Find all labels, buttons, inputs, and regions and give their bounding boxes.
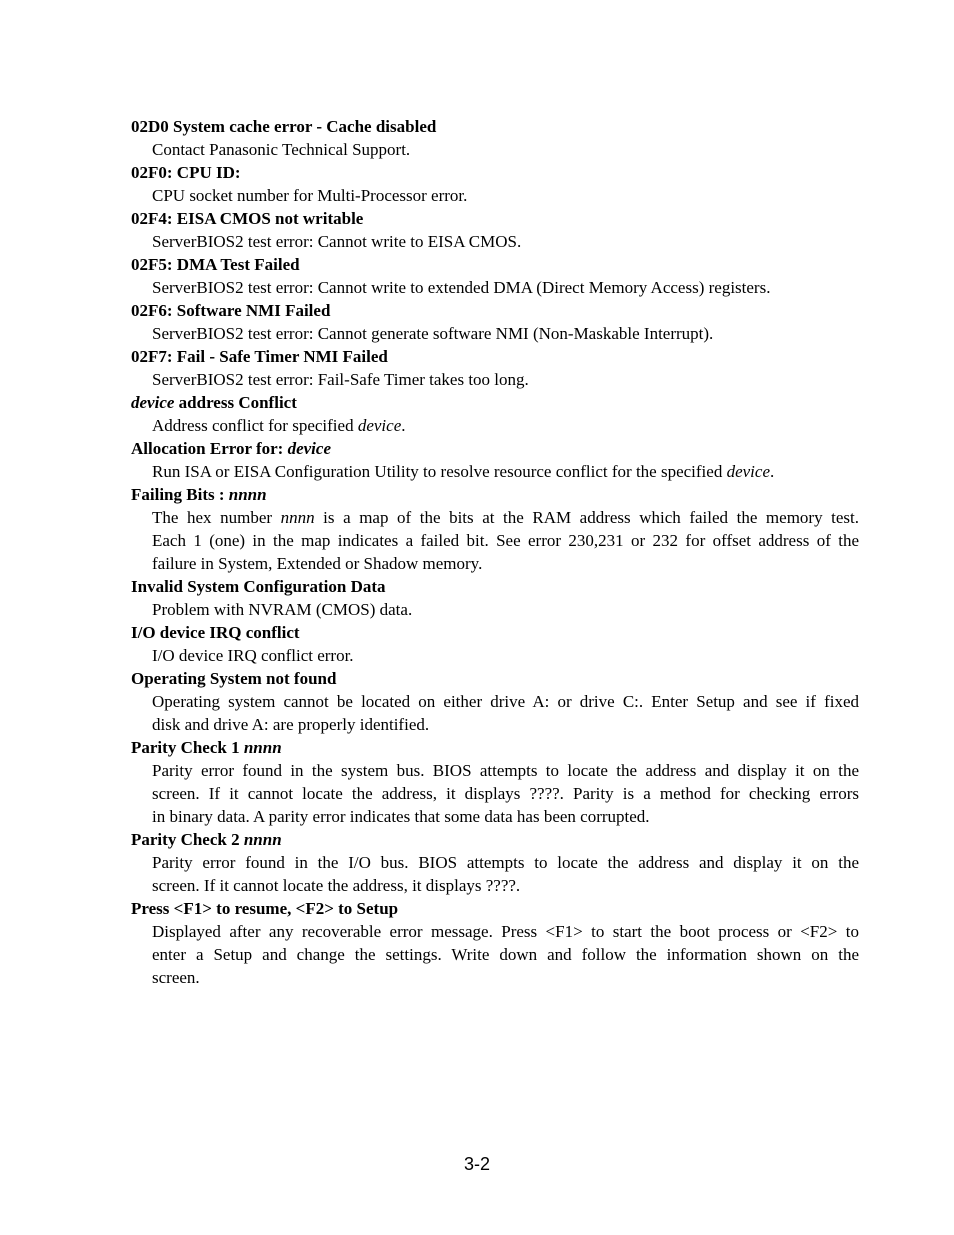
error-entry	[131, 253, 859, 299]
text-run: 02F0: CPU ID:	[131, 163, 241, 182]
error-description	[152, 184, 859, 207]
text-run: Parity error found in the system bus. BIOS attempts to locate the address and display it on the	[152, 761, 859, 780]
text-run: in binary data. A parity error indicates that some data has been corrupted.	[152, 807, 650, 826]
text-run: screen.	[152, 968, 200, 987]
error-description	[152, 759, 859, 828]
italic-text: nnnn	[243, 830, 282, 849]
error-description	[152, 690, 859, 736]
italic-text: device	[287, 439, 331, 458]
error-title	[131, 736, 859, 759]
error-entry	[131, 161, 859, 207]
page-number: 3-2	[463, 1154, 490, 1174]
text-run: Failing Bits :	[131, 485, 229, 504]
italic-text: nnnn	[228, 485, 267, 504]
error-title	[131, 621, 859, 644]
description-line	[152, 690, 859, 713]
error-title	[131, 437, 859, 460]
description-line	[152, 598, 859, 621]
italic-text: device	[726, 462, 770, 481]
error-description	[152, 414, 859, 437]
text-run: Each 1 (one) in the map indicates a failed bit. See error 230,231 or 232 for offset address of the	[152, 531, 859, 550]
description-line	[152, 759, 859, 782]
italic-text: device	[131, 393, 175, 412]
error-entry	[131, 391, 859, 437]
error-description	[152, 230, 859, 253]
text-run: Displayed after any recoverable error message. Press <F1> to start the boot process or <F2> to	[152, 922, 859, 941]
text-run: Problem with NVRAM (CMOS) data.	[152, 600, 413, 619]
text-run: ServerBIOS2 test error: Cannot write to extended DMA (Direct Memory Access) registers.	[152, 278, 771, 297]
description-line	[152, 184, 859, 207]
text-run: The hex number	[152, 508, 281, 527]
description-line	[152, 943, 859, 966]
error-description	[152, 276, 859, 299]
error-title	[131, 575, 859, 598]
text-run: Operating system cannot be located on either drive A: or drive C:. Enter Setup and see if fixed	[152, 692, 859, 711]
text-run: ServerBIOS2 test error: Fail-Safe Timer takes too long.	[152, 370, 529, 389]
error-entry	[131, 575, 859, 621]
error-description	[152, 644, 859, 667]
error-entry	[131, 345, 859, 391]
error-title	[131, 207, 859, 230]
text-run: screen. If it cannot locate the address, it displays ????. Parity is a method for checking errors	[152, 784, 859, 803]
error-title	[131, 161, 859, 184]
text-run: enter a Setup and change the settings. Write down and follow the information shown on the	[152, 945, 859, 964]
text-run: Parity Check 2	[131, 830, 244, 849]
text-run: I/O device IRQ conflict error.	[152, 646, 354, 665]
error-entry	[131, 897, 859, 989]
text-run: .	[401, 416, 406, 435]
text-run: address Conflict	[174, 393, 297, 412]
description-line	[152, 644, 859, 667]
text-run: 02F7: Fail - Safe Timer NMI Failed	[131, 347, 388, 366]
description-line	[152, 230, 859, 253]
error-title	[131, 483, 859, 506]
text-run: disk and drive A: are properly identified.	[152, 715, 430, 734]
text-run: .	[769, 462, 775, 481]
text-run: ServerBIOS2 test error: Cannot write to EISA CMOS.	[152, 232, 522, 251]
error-title	[131, 299, 859, 322]
description-line	[152, 920, 859, 943]
error-description	[152, 851, 859, 897]
text-run: Run ISA or EISA Configuration Utility to resolve resource conflict for the specified	[152, 462, 727, 481]
text-run: Allocation Error for:	[131, 439, 288, 458]
text-run: 02D0 System cache error - Cache disabled	[131, 117, 437, 136]
error-entry	[131, 207, 859, 253]
error-entry	[131, 115, 859, 161]
error-description	[152, 138, 859, 161]
error-description	[152, 506, 859, 575]
description-line	[152, 414, 859, 437]
text-run: Parity Check 1	[131, 738, 244, 757]
description-line	[152, 368, 859, 391]
text-run: ServerBIOS2 test error: Cannot generate software NMI (Non-Maskable Interrupt).	[152, 324, 714, 343]
text-run: I/O device IRQ conflict	[131, 623, 300, 642]
description-line	[152, 138, 859, 161]
description-line	[152, 529, 859, 552]
error-title	[131, 345, 859, 368]
error-entry	[131, 621, 859, 667]
error-description	[152, 368, 859, 391]
text-run: Parity error found in the I/O bus. BIOS attempts to locate the address and display it on the	[152, 853, 859, 872]
error-entry	[131, 299, 859, 345]
text-run: Invalid System Configuration Data	[131, 577, 386, 596]
description-line	[152, 851, 859, 874]
description-line	[152, 966, 859, 989]
error-description	[152, 460, 859, 483]
description-line	[152, 552, 859, 575]
error-title	[131, 667, 859, 690]
description-line	[152, 460, 859, 483]
text-run: 02F5: DMA Test Failed	[131, 255, 300, 274]
description-line	[152, 322, 859, 345]
error-entry	[131, 828, 859, 897]
text-run: CPU socket number for Multi-Processor error.	[152, 186, 468, 205]
error-entry	[131, 736, 859, 828]
text-run: 02F4: EISA CMOS not writable	[131, 209, 364, 228]
error-description	[152, 322, 859, 345]
text-run: Address conflict for specified	[152, 416, 358, 435]
text-run: 02F6: Software NMI Failed	[131, 301, 331, 320]
description-line	[152, 506, 859, 529]
text-run: Operating System not found	[131, 669, 337, 688]
error-description	[152, 920, 859, 989]
description-line	[152, 805, 859, 828]
error-title	[131, 391, 859, 414]
error-entry	[131, 667, 859, 736]
text-run: Contact Panasonic Technical Support.	[152, 140, 411, 159]
text-run: screen. If it cannot locate the address, it displays ????.	[152, 876, 521, 895]
italic-text: device	[357, 416, 402, 435]
error-description	[152, 598, 859, 621]
error-title	[131, 897, 859, 920]
error-title	[131, 253, 859, 276]
text-run: is a map of the bits at the RAM address which failed the memory test.	[314, 508, 860, 527]
italic-text: nnnn	[280, 508, 315, 527]
text-run: Press <F1> to resume, <F2> to Setup	[131, 899, 399, 918]
text-run: failure in System, Extended or Shadow memory.	[152, 554, 483, 573]
description-line	[152, 782, 859, 805]
error-entry	[131, 437, 859, 483]
italic-text: nnnn	[243, 738, 282, 757]
description-line	[152, 713, 859, 736]
error-title	[131, 115, 859, 138]
error-title	[131, 828, 859, 851]
description-line	[152, 276, 859, 299]
description-line	[152, 874, 859, 897]
error-message-list	[131, 115, 859, 989]
error-entry	[131, 483, 859, 575]
